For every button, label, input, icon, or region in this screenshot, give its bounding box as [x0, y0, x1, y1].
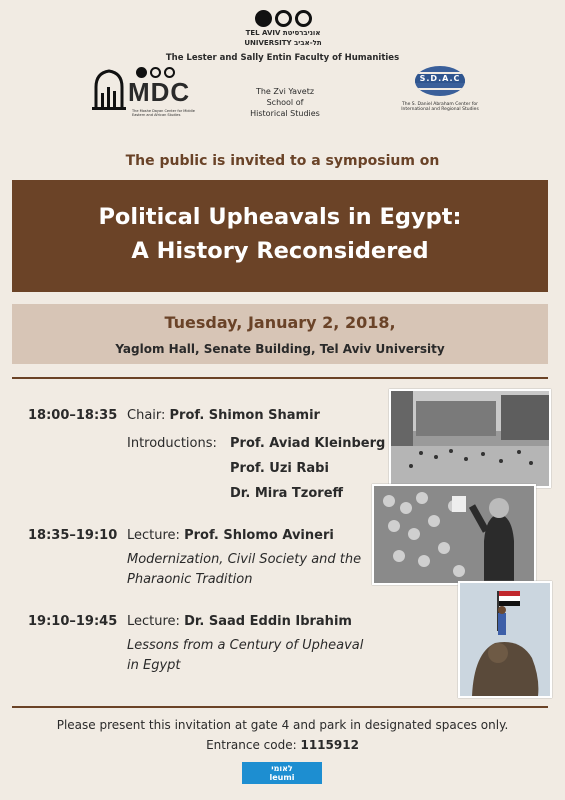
faculty-name: The Lester and Sally Entin Faculty of Humanities: [165, 53, 400, 63]
event-venue: Yaglom Hall, Senate Building, Tel Aviv University: [115, 342, 445, 356]
divider-top: [12, 377, 548, 379]
leumi-name: leumi: [269, 773, 295, 782]
footer-code: [0, 738, 565, 752]
zvi-line-2: School of: [266, 98, 304, 107]
intro-speaker: Prof. Uzi Rabi: [230, 461, 329, 476]
tau-text-2: UNIVERSITY תל-אביב: [244, 39, 322, 47]
sdac-subtitle: The S. Daniel Abraham Center for International and Regional Studies: [401, 102, 479, 112]
intro-speaker: Prof. Aviad Kleinberg: [230, 436, 386, 451]
photo-street-crowd: [389, 389, 551, 488]
photo-lion-statue-flag: [458, 581, 552, 698]
date-band: [12, 304, 548, 364]
program-slot-2-topic-1: Modernization, Civil Society and the: [127, 552, 362, 567]
sdac-name: S.D.A.C: [415, 74, 465, 83]
program-slot-2-topic-2: Pharaonic Tradition: [127, 572, 253, 587]
tau-text-1: TEL AVIV אוניברסיטת: [245, 29, 321, 37]
program-slot-3-topic-1: Lessons from a Century of Upheaval: [127, 638, 364, 653]
program-slot-2-lecture: Lecture: Prof. Shlomo Avineri: [127, 528, 334, 543]
tau-logo: [240, 10, 326, 47]
program-slot-3-lecture: Lecture: Dr. Saad Eddin Ibrahim: [127, 614, 352, 629]
mdc-building-icon: [92, 69, 126, 111]
program-slot-3-time: 19:10–19:45: [28, 614, 118, 629]
title-line-2: A History Reconsidered: [131, 238, 429, 264]
code-label: Entrance code:: [206, 738, 297, 752]
mdc-logo: [92, 65, 217, 120]
tau-circles-icon: [240, 10, 326, 27]
mdc-name: MDC: [128, 77, 191, 107]
divider-bottom: [12, 706, 548, 708]
program-slot-3-topic-2: in Egypt: [127, 658, 181, 673]
program-slot-1-chair: Chair: Prof. Shimon Shamir: [127, 408, 320, 423]
title-line-1: Political Upheavals in Egypt:: [98, 204, 462, 230]
footer-instructions: Please present this invitation at gate 4 and park in designated spaces only.: [56, 718, 509, 732]
program-slot-2-time: 18:35–19:10: [28, 528, 118, 543]
zvi-yavetz-school: [240, 86, 330, 119]
photo-crowd-leader: [372, 484, 536, 585]
event-date: Tuesday, January 2, 2018,: [164, 313, 396, 332]
invitation-text: The public is invited to a symposium on: [125, 153, 440, 169]
program-slot-1-time: 18:00–18:35: [28, 408, 118, 423]
intro-speaker: Dr. Mira Tzoreff: [230, 486, 344, 501]
zvi-line-3: Historical Studies: [250, 109, 320, 118]
leumi-logo: [242, 762, 322, 784]
sdac-logo: [390, 66, 490, 112]
mdc-subtitle: The Moshe Dayan Center for Middle Eastern and African Studies: [132, 109, 195, 117]
entrance-code: 1115912: [300, 738, 359, 752]
title-banner: [12, 180, 548, 292]
program-slot-1-intro-label: Introductions:: [127, 436, 217, 451]
zvi-line-1: The Zvi Yavetz: [255, 87, 315, 96]
globe-icon: [415, 66, 465, 96]
leumi-hebrew: לאומי: [271, 764, 293, 773]
